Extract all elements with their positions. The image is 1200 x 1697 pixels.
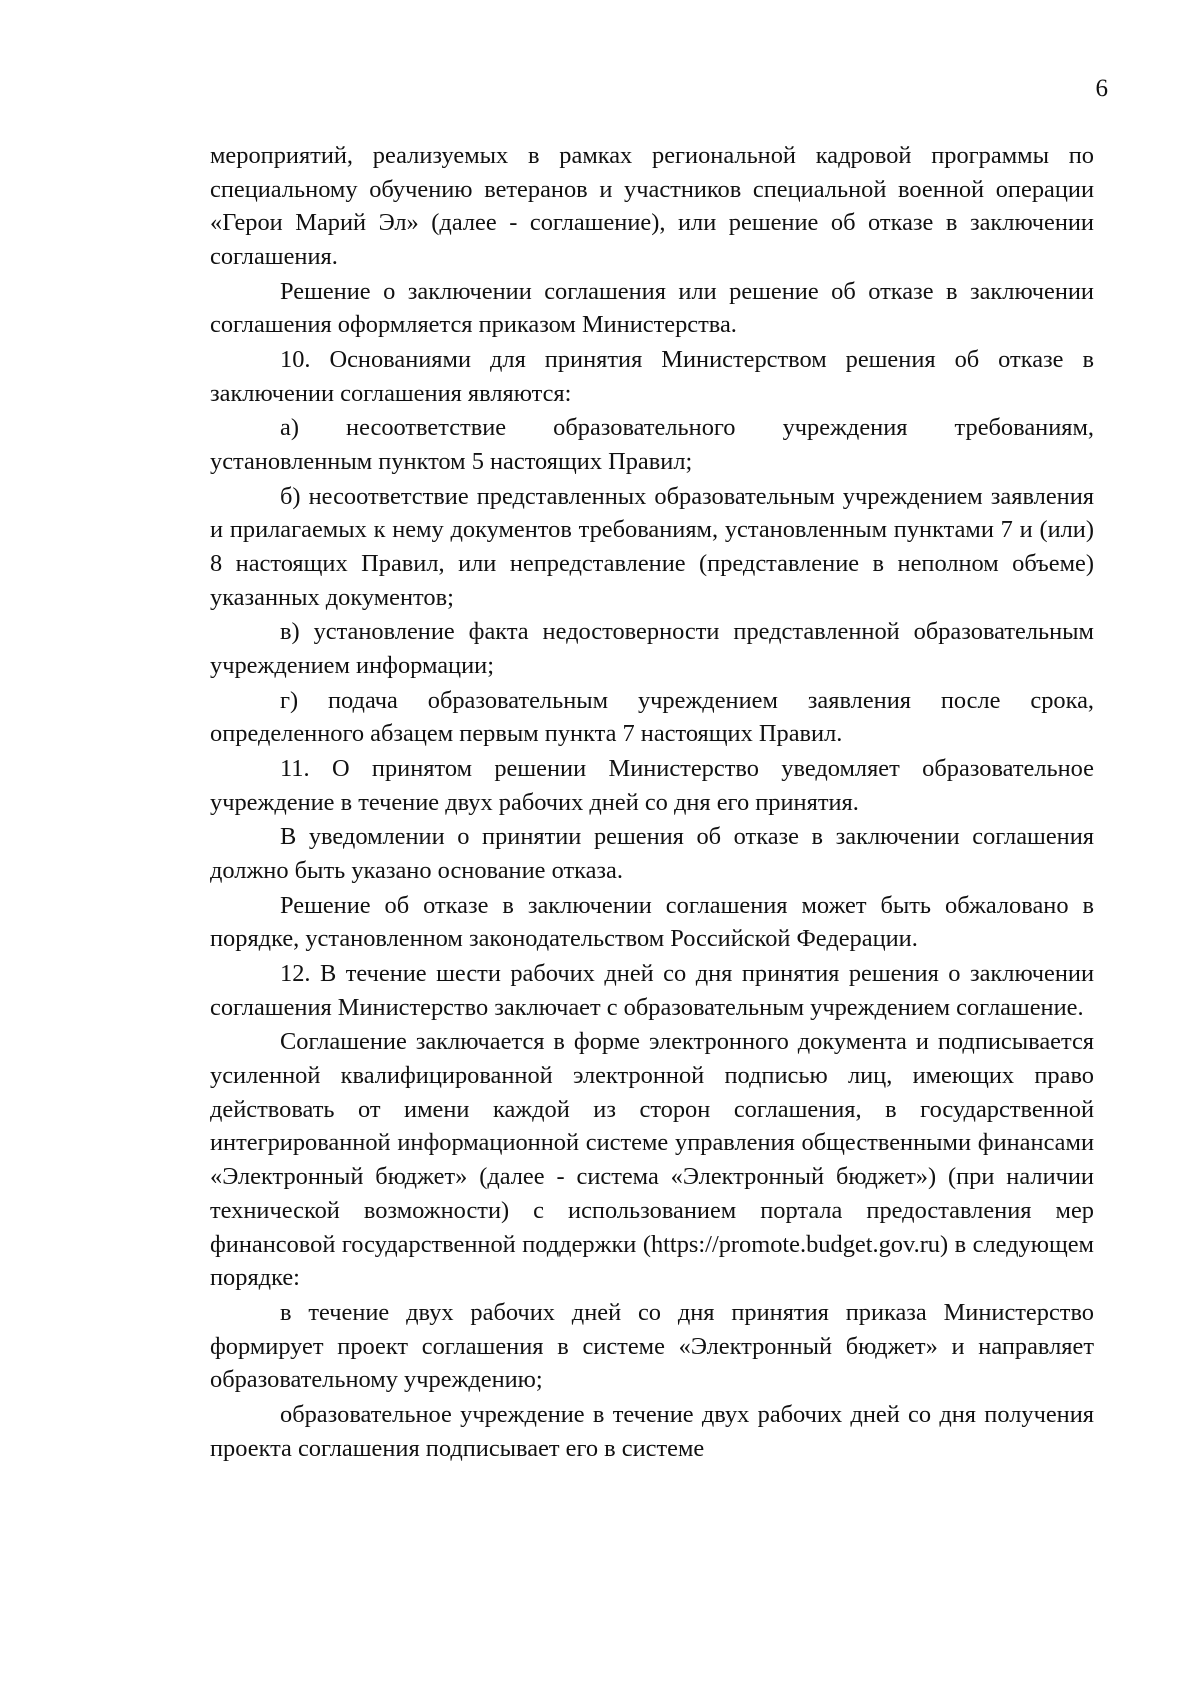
paragraph-clause-10-g: г) подача образовательным учреждением заявления после срока, определенного абзацем первым пункта 7 настоящих Правил. bbox=[210, 686, 1094, 748]
paragraph-refusal-notice: В уведомлении о принятии решения об отказе в заключении соглашения должно быть указано основание отказа. bbox=[210, 823, 1094, 885]
paragraph-decision-format: Решение о заключении соглашения или решение об отказе в заключении соглашения оформляется приказом Министерства. bbox=[210, 277, 1094, 339]
paragraph-clause-10-b: б) несоответствие представленных образовательным учреждением заявления и прилагаемых к нему документов требованиям, установленным пунктами 7 и (или) 8 настоящих Правил, или непредставление (представление в неполном объеме) указанных документов; bbox=[210, 482, 1094, 611]
paragraph-electronic-agreement: Соглашение заключается в форме электронного документа и подписывается усиленной квалифицированной электронной подписью лиц, имеющих право действовать от имени каждой из сторон соглашения, в государственной интегрированной информационной системе управления общественными финансами «Электронный бюджет» (далее - система «Электронный бюджет») (при наличии технической возможности) с использованием портала предоставления мер финансовой государственной поддержки (https://promote.budget.gov.ru) в следующем порядке: bbox=[210, 1028, 1094, 1292]
paragraph-clause-11: 11. О принятом решении Министерство уведомляет образовательное учреждение в течение двух рабочих дней со дня его принятия. bbox=[210, 755, 1094, 816]
paragraph-clause-10: 10. Основаниями для принятия Министерством решения об отказе в заключении соглашения являются: bbox=[210, 346, 1094, 407]
paragraph-clause-12: 12. В течение шести рабочих дней со дня принятия решения о заключении соглашения Министерство заключает с образовательным учреждением соглашение. bbox=[210, 960, 1094, 1021]
paragraph-appeal: Решение об отказе в заключении соглашения может быть обжаловано в порядке, установленном законодательством Российской Федерации. bbox=[210, 891, 1094, 953]
paragraph-clause-10-v: в) установление факта недостоверности представленной образовательным учреждением информации; bbox=[210, 618, 1094, 680]
paragraph-continuation: мероприятий, реализуемых в рамках региональной кадровой программы по специальному обучению ветеранов и участников специальной военной операции «Герои Марий Эл» (далее - соглашение), или решение об отказе в заключении соглашения. bbox=[210, 142, 1094, 271]
paragraph-institution-signing: образовательное учреждение в течение двух рабочих дней со дня получения проекта соглашения подписывает его в системе bbox=[210, 1400, 1094, 1462]
paragraph-clause-10-a: а) несоответствие образовательного учреждения требованиям, установленным пунктом 5 настоящих Правил; bbox=[210, 414, 1094, 476]
page-number: 6 bbox=[1095, 75, 1108, 102]
paragraph-ministry-draft: в течение двух рабочих дней со дня принятия приказа Министерство формирует проект соглашения в системе «Электронный бюджет» и направляет образовательному учреждению; bbox=[210, 1298, 1094, 1394]
document-body bbox=[210, 139, 1094, 1466]
